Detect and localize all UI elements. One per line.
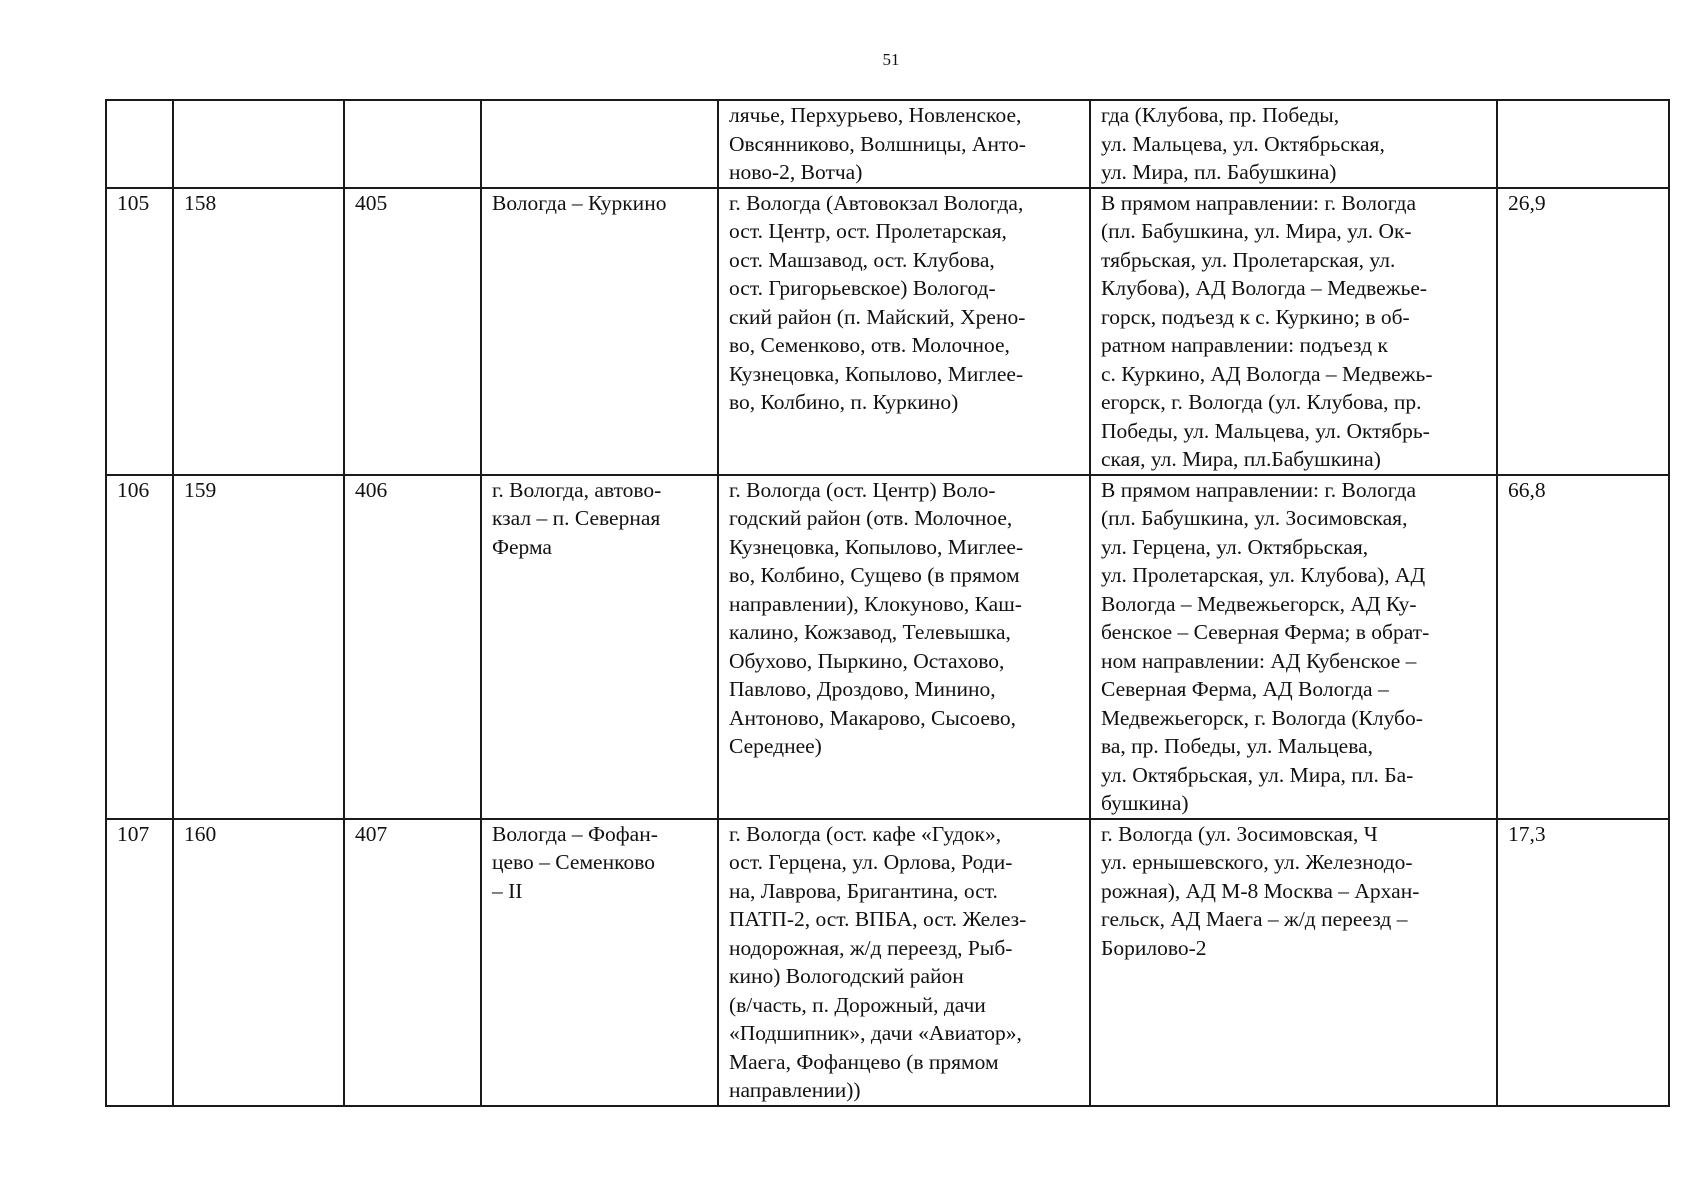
stops-cell: лячье, Перхурьево, Новленское, Овсянниково, Волшницы, Анто- ново-2, Вотча) [718,100,1090,188]
stops-cell: г. Вологда (ост. кафе «Гудок», ост. Герцена, ул. Орлова, Роди- на, Лаврова, Бригантина, ост. ПАТП-2, ост. ВПБА, ост. Желез- нодорожная, ж/д переезд, Рыб- кино) Вологодский район (в/часть, п. Дорожный, дачи «Подшипник», дачи «Авиатор», Маега, Фофанцево (в прямом направлении)) [718,819,1090,1106]
route-name-cell: Вологда – Куркино [481,188,718,475]
registration-number-cell: 158 [173,188,344,475]
route-name-cell [481,100,718,188]
page-number: 51 [882,50,900,69]
registration-number-cell: 159 [173,475,344,819]
row-number-cell [106,100,173,188]
row-number-cell: 106 [106,475,173,819]
table-row [106,188,1669,475]
route-name-cell: г. Вологда, автово- кзал – п. Северная Ферма [481,475,718,819]
streets-roads-cell: В прямом направлении: г. Вологда (пл. Бабушкина, ул. Зосимовская, ул. Герцена, ул. Октябрьская, ул. Пролетарская, ул. Клубова), АД Вологда – Медвежьегорск, АД Ку- бенское – Северная Ферма; в обрат- ном направлении: АД Кубенское – Северная Ферма, АД Вологда – Медвежьегорск, г. Вологда (Клубо- ва, пр. Победы, ул. Мальцева, ул. Октябрьская, ул. Мира, пл. Ба- бушкина) [1090,475,1497,819]
table-row-continuation [106,100,1669,188]
routes-table [105,99,1670,1107]
route-number-cell: 405 [344,188,481,475]
route-name-cell: Вологда – Фофан- цево – Семенково – II [481,819,718,1106]
table-row [106,819,1669,1106]
registration-number-cell: 160 [173,819,344,1106]
row-number-cell: 107 [106,819,173,1106]
route-length-cell: 26,9 [1497,188,1669,475]
stops-cell: г. Вологда (Автовокзал Вологда, ост. Центр, ост. Пролетарская, ост. Машзавод, ост. Клубова, ост. Григорьевское) Вологод- ский район (п. Майский, Хрено- во, Семенково, отв. Молочное, Кузнецовка, Копылово, Миглее- во, Колбино, п. Куркино) [718,188,1090,475]
route-number-cell: 406 [344,475,481,819]
route-number-cell: 407 [344,819,481,1106]
route-length-cell [1497,100,1669,188]
streets-roads-cell: В прямом направлении: г. Вологда (пл. Бабушкина, ул. Мира, ул. Ок- тябрьская, ул. Пролетарская, ул. Клубова), АД Вологда – Медвежье- горск, подъезд к с. Куркино; в об- ратном направлении: подъезд к с. Куркино, АД Вологда – Медвежь- егорск, г. Вологда (ул. Клубова, пр. Победы, ул. Мальцева, ул. Октябрь- ская, ул. Мира, пл.Бабушкина) [1090,188,1497,475]
streets-roads-cell: гда (Клубова, пр. Победы, ул. Мальцева, ул. Октябрьская, ул. Мира, пл. Бабушкина) [1090,100,1497,188]
row-number-cell: 105 [106,188,173,475]
route-number-cell [344,100,481,188]
route-length-cell: 66,8 [1497,475,1669,819]
streets-roads-cell: г. Вологда (ул. Зосимовская, Ч ул. ернышевского, ул. Железнодо- рожная), АД М-8 Москва – Архан- гельск, АД Маега – ж/д переезд – Борилово-2 [1090,819,1497,1106]
table-row [106,475,1669,819]
stops-cell: г. Вологда (ост. Центр) Воло- годский район (отв. Молочное, Кузнецовка, Копылово, Миглее- во, Колбино, Сущево (в прямом направлении), Клокуново, Каш- калино, Кожзавод, Телевышка, Обухово, Пыркино, Остахово, Павлово, Дроздово, Минино, Антоново, Макарово, Сысоево, Середнее) [718,475,1090,819]
registration-number-cell [173,100,344,188]
route-length-cell: 17,3 [1497,819,1669,1106]
